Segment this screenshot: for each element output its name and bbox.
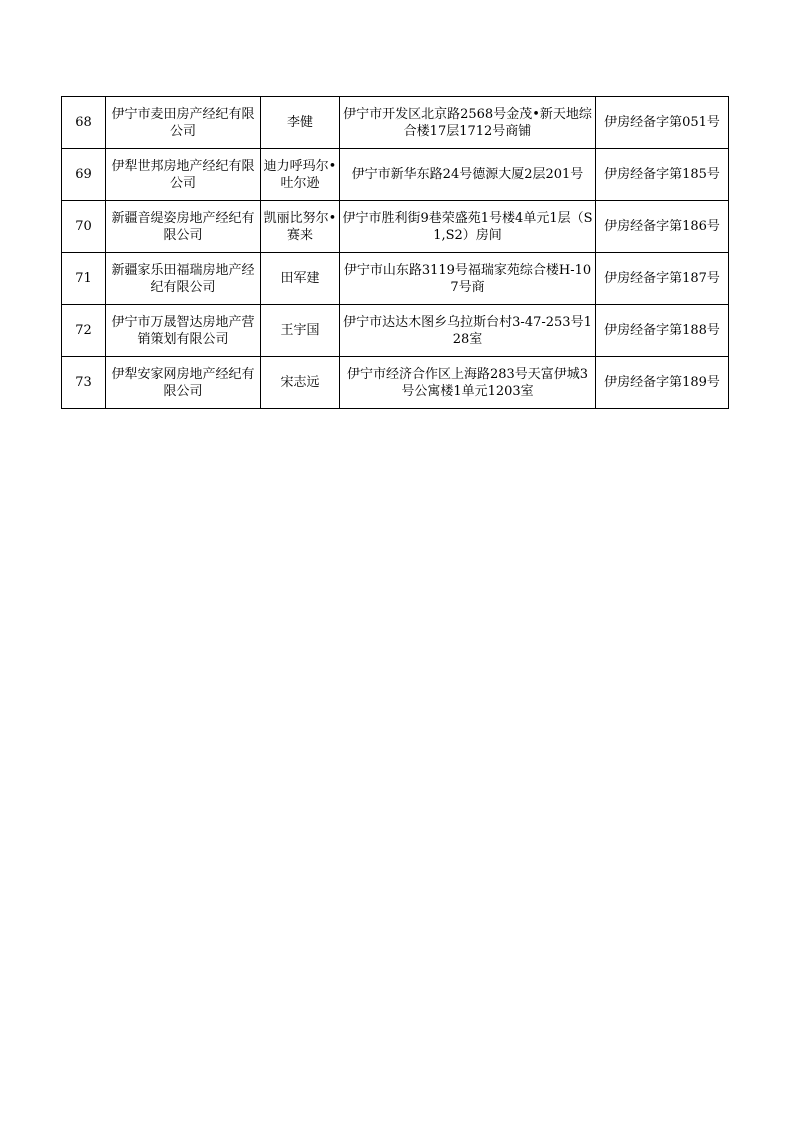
address-cell: 伊宁市山东路3119号福瑞家苑综合楼H-107号商 [340,253,596,305]
company-name-cell: 伊犁安家网房地产经纪有限公司 [106,357,261,409]
address-cell: 伊宁市新华东路24号德源大厦2层201号 [340,149,596,201]
legal-person-cell: 宋志远 [261,357,340,409]
table-row [62,201,729,253]
company-name-cell: 新疆家乐田福瑞房地产经纪有限公司 [106,253,261,305]
filing-number-cell: 伊房经备字第187号 [596,253,729,305]
company-name-cell: 伊宁市麦田房产经纪有限公司 [106,97,261,149]
row-number-cell: 68 [62,97,106,149]
table-row [62,305,729,357]
filing-number-cell: 伊房经备字第186号 [596,201,729,253]
legal-person-cell: 李健 [261,97,340,149]
row-number-cell: 70 [62,201,106,253]
filing-number-cell: 伊房经备字第189号 [596,357,729,409]
company-name-cell: 伊犁世邦房地产经纪有限公司 [106,149,261,201]
address-cell: 伊宁市开发区北京路2568号金茂•新天地综合楼17层1712号商铺 [340,97,596,149]
company-name-cell: 伊宁市万晟智达房地产营销策划有限公司 [106,305,261,357]
table-row [62,253,729,305]
table-row [62,97,729,149]
row-number-cell: 73 [62,357,106,409]
legal-person-cell: 王宇国 [261,305,340,357]
address-cell: 伊宁市胜利街9巷荣盛苑1号楼4单元1层（S1,S2）房间 [340,201,596,253]
table-row [62,357,729,409]
legal-person-cell: 凯丽比努尔•赛来 [261,201,340,253]
row-number-cell: 72 [62,305,106,357]
row-number-cell: 71 [62,253,106,305]
filing-number-cell: 伊房经备字第188号 [596,305,729,357]
company-name-cell: 新疆音缇姿房地产经纪有限公司 [106,201,261,253]
row-number-cell: 69 [62,149,106,201]
legal-person-cell: 迪力呼玛尔•吐尔逊 [261,149,340,201]
agency-registry-table [61,96,729,409]
legal-person-cell: 田军建 [261,253,340,305]
address-cell: 伊宁市经济合作区上海路283号天富伊城3号公寓楼1单元1203室 [340,357,596,409]
filing-number-cell: 伊房经备字第185号 [596,149,729,201]
table-row [62,149,729,201]
address-cell: 伊宁市达达木图乡乌拉斯台村3-47-253号128室 [340,305,596,357]
filing-number-cell: 伊房经备字第051号 [596,97,729,149]
